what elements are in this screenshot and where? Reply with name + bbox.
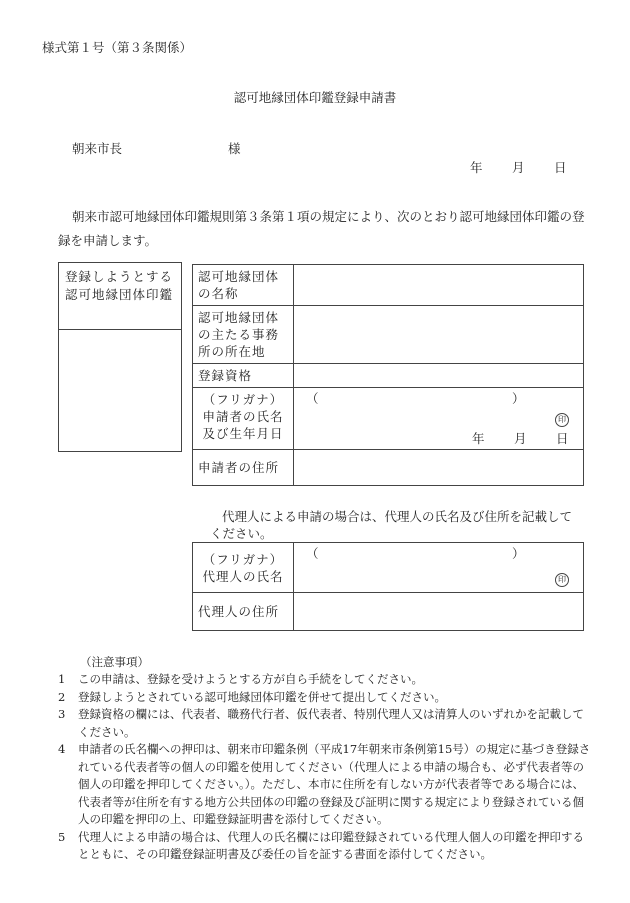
birth-month: 月 [514,431,527,446]
furigana-label: （フリガナ） [202,392,284,407]
note-item: 2 登録しようとされている認可地縁団体印鑑を併せて提出してください。 [58,689,446,704]
office-cell[interactable] [294,306,584,364]
paren-open: （ [306,391,319,406]
qualification-cell[interactable] [294,364,584,388]
seal-mark-icon: 印 [555,413,569,427]
seal-box-label: 登録しようとする認可地縁団体印鑑 [59,263,181,330]
honorific: 様 [228,141,241,156]
agent-name-text: 代理人の氏名 [202,568,284,584]
notes-list [58,671,593,864]
qualification-label: 登録資格 [193,364,294,388]
agent-furigana-label: （フリガナ） [202,551,284,567]
agent-address-label: 代理人の住所 [193,593,294,631]
intro-text: 朝来市認可地縁団体印鑑規則第３条第１項の規定により、次のとおり認可地縁団体印鑑の登録を申請します。 [58,209,585,248]
org-name-label: 認可地縁団体の名称 [193,265,294,306]
note-item: 3 登録資格の欄には、代表者、職務代行者、仮代表者、特別代理人又は清算人のいずれかを記載してください。 [58,707,584,739]
birth-day: 日 [556,431,569,446]
birthdate-text: 及び生年月日 [202,426,284,441]
birth-year: 年 [472,431,485,446]
form-label: 様式第１号（第３条関係） [42,40,193,55]
applicant-address-label: 申請者の住所 [193,450,294,486]
agent-note: 代理人による申請の場合は、代理人の氏名及び住所を記載してください。 [210,509,573,541]
document-title: 認可地縁団体印鑑登録申請書 [233,90,397,105]
paren-close: ） [512,391,525,406]
date-line [470,158,566,176]
applicant-name-cell[interactable] [294,388,584,450]
agent-address-cell[interactable] [294,593,584,631]
note-item: 5 代理人による申請の場合は、代理人の氏名欄には印鑑登録されている代理人個人の印鑑を押印するとともに、その印鑑登録証明書及び委任の旨を証する書面を添付してください。 [58,829,584,861]
org-name-cell[interactable] [294,265,584,306]
notes-heading: （注意事項） [80,655,149,669]
date-month: 月 [511,160,525,175]
date-day: 日 [553,160,567,175]
applicant-name-label [193,388,294,450]
applicant-address-cell[interactable] [294,450,584,486]
addressee: 朝来市長 [72,141,123,156]
note-item: 1 この申請は、登録を受けようとする方が自ら手続をしてください。 [58,672,423,686]
date-year: 年 [470,160,483,175]
agent-table [192,542,584,631]
note-item: 4 申請者の氏名欄への押印は、朝来市印鑑条例（平成17年朝来市条例第15号）の規定に基づき登録されている代表者等の個人の印鑑を使用してください（代理人による申請の場合も、必ず代表者等の個人の印鑑を押印してください。）。ただし、本市に住所を有しない方が代表者等である場合には、代表者等が住所を有する地方公共団体の印鑑の登録及び証明に関する規定により登録されている個人の印鑑を押印の上、印鑑登録証明書を添付してください。 [58,742,591,826]
applicant-name-text: 申請者の氏名 [202,409,284,424]
applicant-table [192,264,584,486]
agent-name-label [193,543,294,593]
office-label: 認可地縁団体の主たる事務所の所在地 [193,306,294,364]
seal-box[interactable] [58,262,182,452]
agent-seal-mark-icon: 印 [555,573,569,587]
agent-paren-open: （ [306,546,319,561]
agent-name-cell[interactable] [294,543,584,593]
agent-paren-close: ） [512,546,525,561]
